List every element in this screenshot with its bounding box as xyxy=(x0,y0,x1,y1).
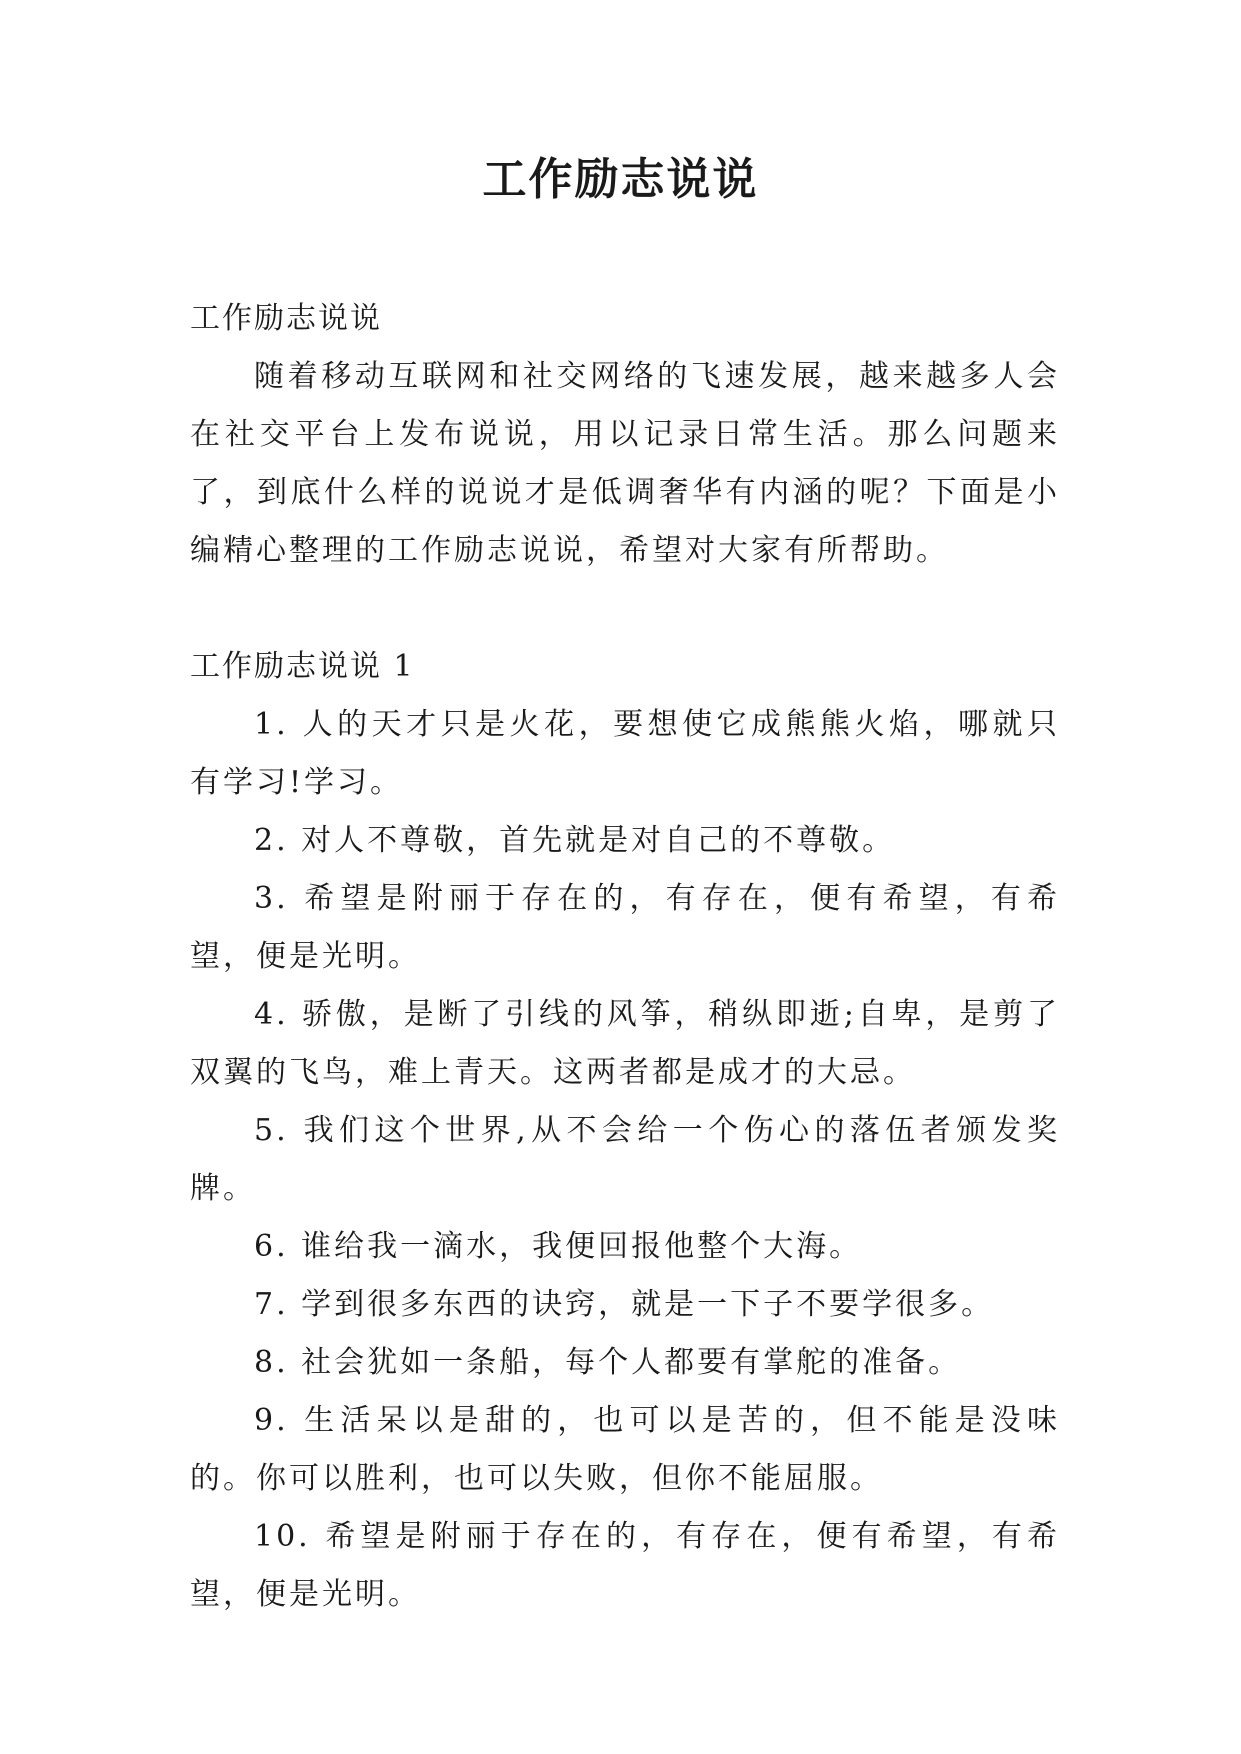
quote-item: 2. 对人不尊敬，首先就是对自己的不尊敬。 xyxy=(254,823,896,858)
document-body xyxy=(190,290,1060,1624)
intro-paragraph: 随着移动互联网和社交网络的飞速发展，越来越多人会在社交平台上发布说说，用以记录日常生活。那么问题来了，到底什么样的说说才是低调奢华有内涵的呢？下面是小编精心整理的工作励志说说，希望对大家有所帮助。 xyxy=(190,359,1060,568)
paragraph-spacer xyxy=(190,580,1060,638)
quote-item: 5. 我们这个世界,从不会给一个伤心的落伍者颁发奖牌。 xyxy=(190,1113,1060,1206)
quote-item: 8. 社会犹如一条船，每个人都要有掌舵的准备。 xyxy=(254,1345,962,1380)
quote-item: 10. 希望是附丽于存在的，有存在，便有希望，有希望，便是光明。 xyxy=(190,1519,1060,1612)
intro-heading: 工作励志说说 xyxy=(190,301,382,336)
quote-item: 9. 生活呆以是甜的，也可以是苦的，但不能是没味的。你可以胜利，也可以失败，但你不能屈服。 xyxy=(190,1403,1060,1496)
quote-item: 1. 人的天才只是火花，要想使它成熊熊火焰，哪就只有学习!学习。 xyxy=(190,707,1060,800)
quote-item: 6. 谁给我一滴水，我便回报他整个大海。 xyxy=(254,1229,863,1264)
section-heading: 工作励志说说 1 xyxy=(190,649,415,684)
quote-item: 4. 骄傲，是断了引线的风筝，稍纵即逝;自卑，是剪了双翼的飞鸟，难上青天。这两者都是成才的大忌。 xyxy=(190,997,1060,1090)
quote-item: 7. 学到很多东西的诀窍，就是一下子不要学很多。 xyxy=(254,1287,995,1322)
quote-item: 3. 希望是附丽于存在的，有存在，便有希望，有希望，便是光明。 xyxy=(190,881,1060,974)
document-title: 工作励志说说 xyxy=(482,154,759,205)
